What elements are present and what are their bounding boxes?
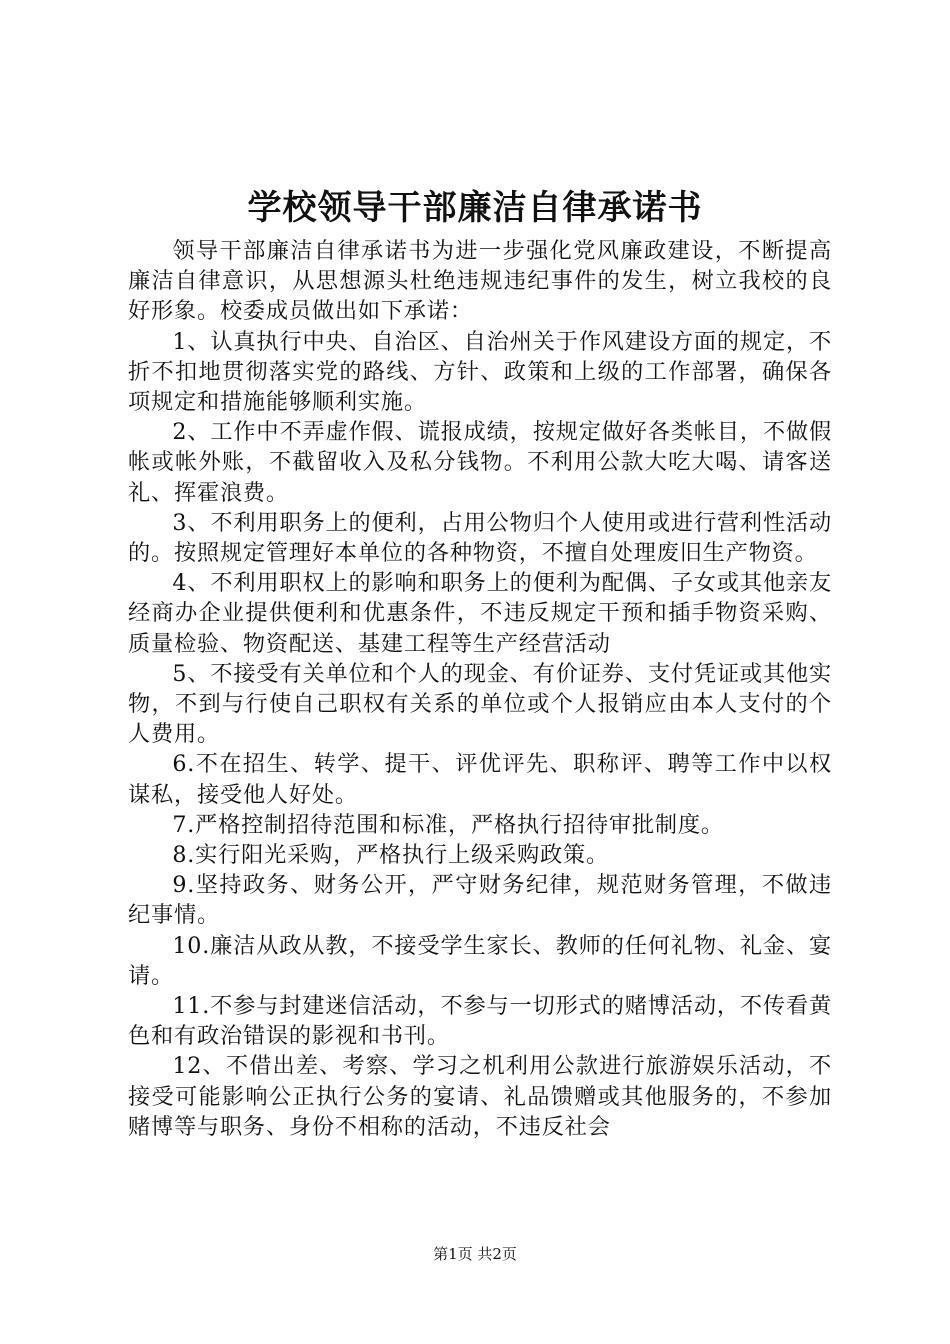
- commitment-item-4: 4、不利用职权上的影响和职务上的便利为配偶、子女或其他亲友经商办企业提供便利和优惠条件，不违反规定干预和插手物资采购、质量检验、物资配送、基建工程等生产经营活动: [128, 570, 832, 657]
- commitment-item-10: 10.廉洁从政从教，不接受学生家长、教师的任何礼物、礼金、宴请。: [128, 932, 832, 989]
- intro-paragraph: 领导干部廉洁自律承诺书为进一步强化党风廉政建设，不断提高廉洁自律意识，从思想源头杜绝违规违纪事件的发生，树立我校的良好形象。校委成员做出如下承诺：: [128, 238, 832, 325]
- commitment-item-5: 5、不接受有关单位和个人的现金、有价证券、支付凭证或其他实物，不到与行使自己职权有关系的单位或个人报销应由本人支付的个人费用。: [128, 660, 832, 748]
- commitment-item-9: 9.坚持政务、财务公开，严守财务纪律，规范财务管理，不做违纪事情。: [128, 872, 832, 929]
- commitment-item-1: 1、认真执行中央、自治区、自治州关于作风建设方面的规定，不折不扣地贯彻落实党的路线、方针、政策和上级的工作部署，确保各项规定和措施能够顺利实施。: [128, 328, 832, 416]
- commitment-item-11: 11.不参与封建迷信活动，不参与一切形式的赌博活动，不传看黄色和有政治错误的影视和书刊。: [128, 993, 832, 1050]
- page-number-footer: 第1页 共2页: [433, 1245, 517, 1263]
- commitment-item-2: 2、工作中不弄虚作假、谎报成绩，按规定做好各类帐目，不做假帐或帐外账，不截留收入及私分钱物。不利用公款大吃大喝、请客送礼、挥霍浪费。: [128, 419, 832, 506]
- commitment-item-8: 8.实行阳光采购，严格执行上级采购政策。: [172, 842, 609, 869]
- commitment-item-3: 3、不利用职务上的便利，占用公物归个人使用或进行营利性活动的。按照规定管理好本单位的各种物资，不擅自处理废旧生产物资。: [128, 509, 832, 567]
- commitment-item-7: 7.严格控制招待范围和标准，严格执行招待审批制度。: [172, 811, 724, 838]
- commitment-item-6: 6.不在招生、转学、提干、评优评先、职称评、聘等工作中以权谋私，接受他人好处。: [128, 751, 832, 808]
- document-title: 学校领导干部廉洁自律承诺书: [247, 188, 703, 228]
- document-body: [128, 236, 832, 1142]
- commitment-item-12: 12、不借出差、考察、学习之机利用公款进行旅游娱乐活动，不接受可能影响公正执行公务的宴请、礼品馈赠或其他服务的，不参加赌博等与职务、身份不相称的活动，不违反社会: [128, 1053, 832, 1140]
